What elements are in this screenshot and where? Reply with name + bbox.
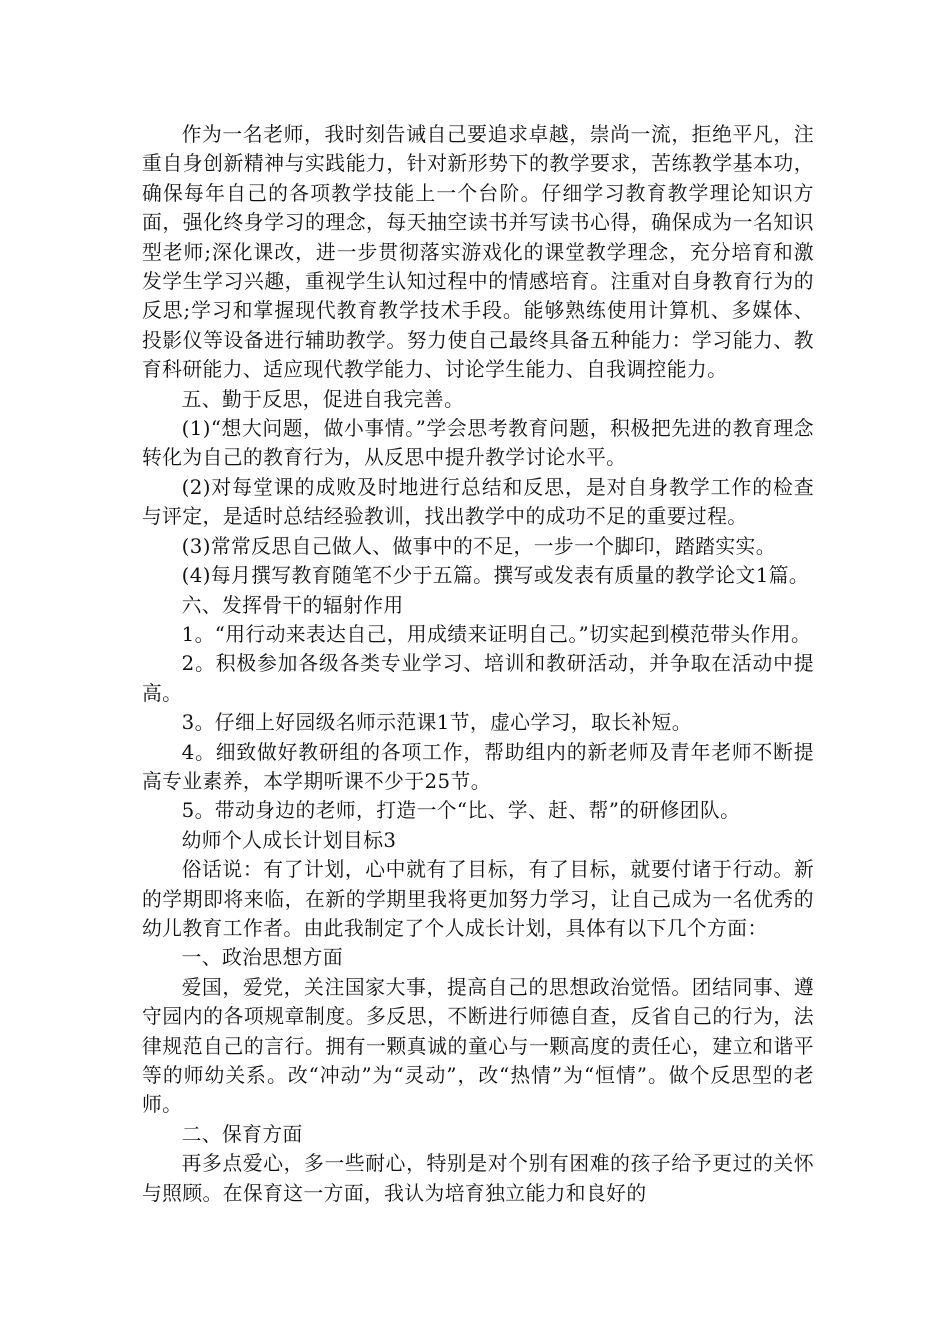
list-item-backbone-1: 1。“用行动来表达自己，用成绩来证明自己。”切实起到模范带头作用。 bbox=[181, 622, 812, 646]
list-item-reflection-3: (3)常常反思自己做人、做事中的不足，一步一个脚印，踏踏实实。 bbox=[181, 534, 776, 558]
paragraph-abilities: 作为一名老师，我时刻告诫自己要追求卓越，崇尚一流，拒绝平凡，注重自身创新精神与实践能力，针对新形势下的教学要求，苦练教学基本功，确保每年自己的各项教学技能上一个台阶。仔细学习教育教学理论知识方面，强化终身学习的理念，每天抽空读书并写读书心得，确保成为一名知识型老师;深化课改，进一步贯彻落实游戏化的课堂教学理念，充分培育和激发学生学习兴趣，重视学生认知过程中的情感培育。注重对自身教育行为的反思;学习和掌握现代教育教学技术手段。能够熟练使用计算机、多媒体、投影仪等设备进行辅助教学。努力使自己最终具备五种能力：学习能力、教育科研能力、适应现代教学能力、讨论学生能力、自我调控能力。 bbox=[142, 123, 814, 382]
list-item-reflection-1: (1)“想大问题，做小事情。”学会思考教育问题，积极把先进的教育理念转化为自己的教育行为，从反思中提升教学讨论水平。 bbox=[142, 417, 814, 470]
list-item-reflection-4: (4)每月撰写教育随笔不少于五篇。撰写或发表有质量的教学论文1篇。 bbox=[181, 564, 810, 588]
section-title-plan-3: 幼师个人成长计划目标3 bbox=[181, 828, 397, 852]
heading-political: 一、政治思想方面 bbox=[181, 946, 344, 970]
heading-care: 二、保育方面 bbox=[181, 1122, 303, 1146]
paragraph-intro: 俗话说：有了计划，心中就有了目标，有了目标，就要付诸于行动。新的学期即将来临，在新的学期里我将更加努力学习，让自己成为一名优秀的幼儿教育工作者。由此我制定了个人成长计划，具体有以下几个方面： bbox=[142, 858, 814, 940]
document-body bbox=[142, 120, 814, 1208]
paragraph-political: 爱国，爱党，关注国家大事，提高自己的思想政治觉悟。团结同事、遵守园内的各项规章制度。多反思，不断进行师德自查，反省自己的行为，法律规范自己的言行。拥有一颗真诚的童心与一颗高度的责任心，建立和谐平等的师幼关系。改“冲动”为“灵动”，改“热情”为“恒情”。做个反思型的老师。 bbox=[142, 975, 814, 1117]
paragraph-care: 再多点爱心，多一些耐心，特别是对个别有困难的孩子给予更过的关怀与照顾。在保育这一方面，我认为培育独立能力和良好的 bbox=[142, 1152, 814, 1205]
list-item-backbone-3: 3。仔细上好园级名师示范课1节，虚心学习，取长补短。 bbox=[181, 711, 692, 735]
list-item-backbone-4: 4。细致做好教研组的各项工作，帮助组内的新老师及青年老师不断提高专业素养，本学期听课不少于25节。 bbox=[142, 740, 814, 793]
heading-reflection: 五、勤于反思，促进自我完善。 bbox=[181, 387, 465, 411]
heading-backbone-role: 六、发挥骨干的辐射作用 bbox=[181, 593, 404, 617]
list-item-backbone-5: 5。带动身边的老师，打造一个“比、学、赶、帮”的研修团队。 bbox=[181, 799, 741, 823]
list-item-backbone-2: 2。积极参加各级各类专业学习、培训和教研活动，并争取在活动中提高。 bbox=[142, 652, 814, 705]
list-item-reflection-2: (2)对每堂课的成败及时地进行总结和反思，是对自身教学工作的检查与评定，是适时总结经验教训，找出教学中的成功不足的重要过程。 bbox=[142, 475, 814, 529]
